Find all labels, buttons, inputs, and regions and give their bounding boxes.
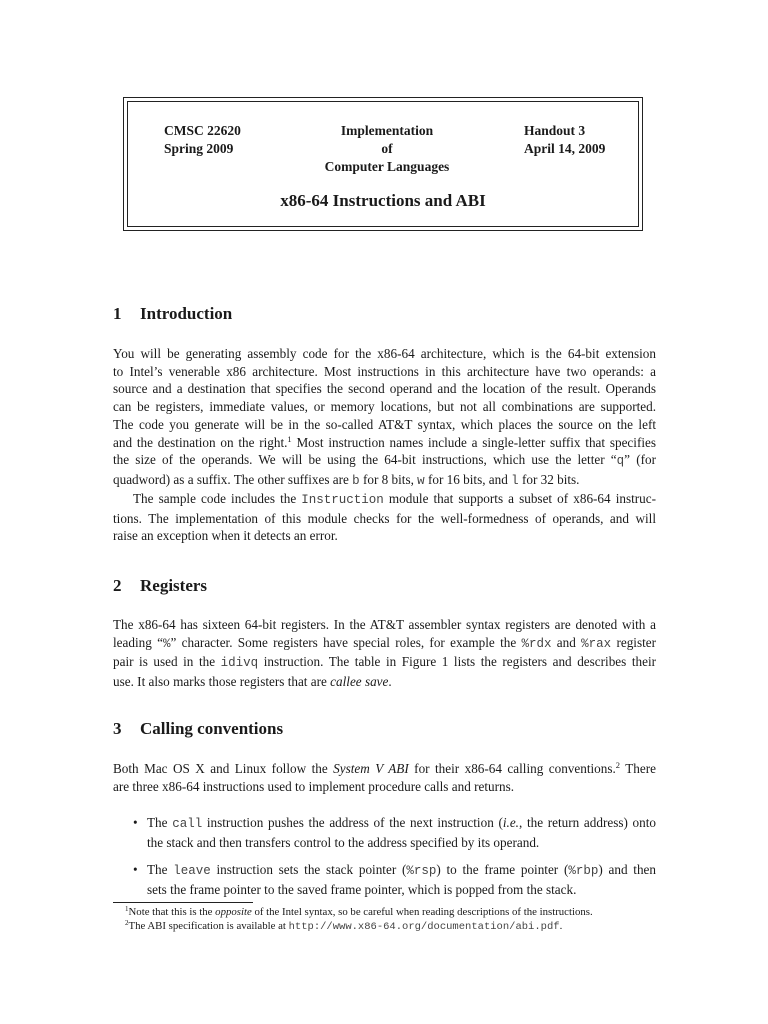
document-title: x86-64 Instructions and ABI bbox=[280, 191, 486, 210]
footnote-2 bbox=[125, 919, 562, 934]
code-suffix-l: l bbox=[511, 473, 519, 488]
code-instruction-idivq: idivq bbox=[220, 656, 259, 671]
text-run: register bbox=[611, 634, 656, 650]
text-line: can be registers, immediate values, or memory locations, but not all combinations are supported. bbox=[113, 399, 656, 415]
footnote-number: 2 bbox=[125, 919, 129, 927]
footnote-1 bbox=[125, 905, 593, 919]
text-run: instruction pushes the address of the next instruction ( bbox=[202, 815, 503, 830]
text-line bbox=[113, 760, 656, 778]
bullet-item-leave bbox=[133, 861, 656, 898]
text-line: The x86-64 has sixteen 64-bit registers. In the AT&T assembler syntax registers are denoted with a bbox=[113, 617, 656, 632]
text-run: Note that this is the bbox=[128, 906, 216, 918]
text-line: are three x86-64 instructions used to implement procedure calls and returns. bbox=[113, 778, 514, 794]
text-line bbox=[113, 434, 656, 452]
emphasis-system-v-abi: System V ABI bbox=[333, 761, 409, 776]
text-run: The sample code includes the bbox=[133, 491, 302, 506]
text-line: raise an exception when it detects an error. bbox=[113, 528, 338, 544]
section-title: Calling conventions bbox=[140, 719, 284, 738]
text-line: tions. The implementation of this module checks for the well-formedness of operands, and will bbox=[113, 510, 656, 526]
text-run: ) and then bbox=[598, 862, 656, 877]
section-title: Registers bbox=[140, 576, 208, 595]
section-heading-calling-conventions bbox=[113, 719, 283, 739]
emphasis-callee-save: callee save bbox=[330, 674, 389, 690]
handout-date: April 14, 2009 bbox=[524, 141, 606, 156]
text-run: Both Mac OS X and Linux follow the bbox=[113, 761, 334, 776]
text-run: , the return address) onto bbox=[518, 815, 656, 830]
emphasis-opposite: opposite bbox=[215, 906, 252, 918]
code-suffix-b: b bbox=[352, 473, 360, 488]
text-line: You will be generating assembly code for the x86-64 architecture, which is the 64-bit extension bbox=[113, 346, 656, 361]
text-line: The code you generate will be in the so-called AT&T syntax, which places the source on the left bbox=[113, 416, 656, 432]
bullet-body bbox=[147, 814, 656, 851]
text-run: ” character. Some registers have special roles, for example the bbox=[170, 634, 522, 650]
course-number: CMSC 22620 bbox=[164, 123, 241, 138]
text-run: leading “ bbox=[113, 634, 163, 650]
text-line bbox=[113, 653, 656, 673]
text-run: the size of the operands. We will be using the 64-bit instructions, which use the letter “ bbox=[113, 452, 617, 468]
text-line: sets the frame pointer to the saved frame pointer, which is popped from the stack. bbox=[147, 881, 577, 897]
bullet-icon: • bbox=[133, 815, 138, 830]
section-heading-registers bbox=[113, 576, 207, 596]
text-run: quadword) as a suffix. The other suffixes are bbox=[113, 471, 353, 487]
course-term: Spring 2009 bbox=[164, 141, 234, 156]
header-handout-info bbox=[524, 122, 605, 158]
code-register-rsp: %rsp bbox=[406, 864, 437, 878]
section-title: Introduction bbox=[140, 304, 233, 323]
text-run: use. It also marks those registers that are bbox=[113, 674, 331, 690]
footnote-number: 1 bbox=[125, 905, 129, 913]
section-number: 3 bbox=[113, 719, 122, 738]
text-run: of the Intel syntax, so be careful when reading descriptions of the instructions. bbox=[251, 906, 593, 918]
text-run: for 16 bits, and bbox=[424, 471, 512, 487]
code-percent: % bbox=[162, 636, 171, 651]
text-run: The bbox=[147, 815, 173, 830]
handout-header-inner-frame bbox=[127, 101, 639, 227]
code-register-rbp: %rbp bbox=[568, 864, 599, 878]
bullet-body bbox=[147, 861, 656, 898]
text-run: There bbox=[620, 761, 657, 776]
text-run: The bbox=[147, 862, 174, 877]
handout-header-box bbox=[123, 97, 643, 231]
text-run: and the destination on the right. bbox=[113, 434, 288, 450]
calling-conventions-paragraph bbox=[113, 760, 656, 795]
text-run: for their x86-64 calling conventions. bbox=[408, 761, 616, 776]
code-instruction-leave: leave bbox=[173, 864, 211, 878]
course-title-line-1: Implementation bbox=[340, 123, 434, 138]
text-run: module that supports a subset of x86-64 instruc- bbox=[383, 491, 656, 506]
footnote-ref-1: 1 bbox=[287, 433, 292, 444]
emphasis-ie: i.e. bbox=[502, 815, 519, 830]
text-line: source and a destination that specifies the second operand and the location of the result. Operands bbox=[113, 381, 656, 397]
text-run: for 8 bits, bbox=[359, 471, 418, 487]
text-line bbox=[113, 634, 656, 654]
text-run: . bbox=[559, 920, 563, 932]
code-register-rdx: %rdx bbox=[521, 636, 552, 651]
text-run: Most instruction names include a single-letter suffix that specifies bbox=[291, 434, 656, 450]
introduction-paragraph-2 bbox=[113, 490, 656, 545]
bullet-item-call bbox=[133, 814, 656, 851]
code-instruction-call: call bbox=[172, 817, 203, 831]
bullet-icon: • bbox=[133, 862, 138, 877]
text-run: pair is used in the bbox=[113, 654, 221, 670]
text-run: ) to the frame pointer ( bbox=[436, 862, 569, 877]
code-suffix-q: q bbox=[616, 454, 625, 469]
header-course-title bbox=[278, 122, 496, 176]
text-line bbox=[113, 673, 656, 691]
text-run: . bbox=[388, 674, 392, 690]
text-line bbox=[113, 451, 656, 471]
course-title-line-2: of bbox=[381, 141, 393, 156]
introduction-paragraph-1 bbox=[113, 345, 656, 491]
footnote-divider bbox=[113, 902, 253, 903]
handout-number: Handout 3 bbox=[524, 123, 586, 138]
code-instruction-module: Instruction bbox=[301, 493, 384, 507]
text-line bbox=[113, 471, 656, 491]
registers-paragraph bbox=[113, 616, 656, 691]
section-heading-introduction bbox=[113, 304, 232, 324]
section-number: 1 bbox=[113, 304, 122, 323]
text-run: ” (for bbox=[624, 452, 656, 468]
text-run: and bbox=[551, 634, 582, 650]
text-run: instruction sets the stack pointer ( bbox=[210, 862, 407, 877]
text-line bbox=[147, 861, 656, 881]
text-line bbox=[113, 490, 656, 510]
text-line: to Intel’s venerable x86 architecture. Most instructions in this architecture have two operands: a bbox=[113, 363, 656, 379]
code-register-rax: %rax bbox=[581, 636, 612, 651]
course-title-line-3: Computer Languages bbox=[324, 159, 450, 174]
text-line bbox=[147, 814, 656, 834]
text-run: The ABI specification is available at bbox=[128, 920, 289, 932]
header-course-info bbox=[164, 122, 241, 158]
abi-spec-url: http://www.x86-64.org/documentation/abi.pdf bbox=[288, 921, 560, 933]
footnote-ref-2: 2 bbox=[615, 760, 621, 770]
code-suffix-w: w bbox=[417, 473, 425, 488]
section-number: 2 bbox=[113, 576, 122, 595]
text-run: for 32 bits. bbox=[518, 471, 580, 487]
text-run: instruction. The table in Figure 1 lists the registers and describes their bbox=[258, 654, 656, 670]
text-line: the stack and then transfers control to the address specified by its operand. bbox=[147, 834, 540, 850]
